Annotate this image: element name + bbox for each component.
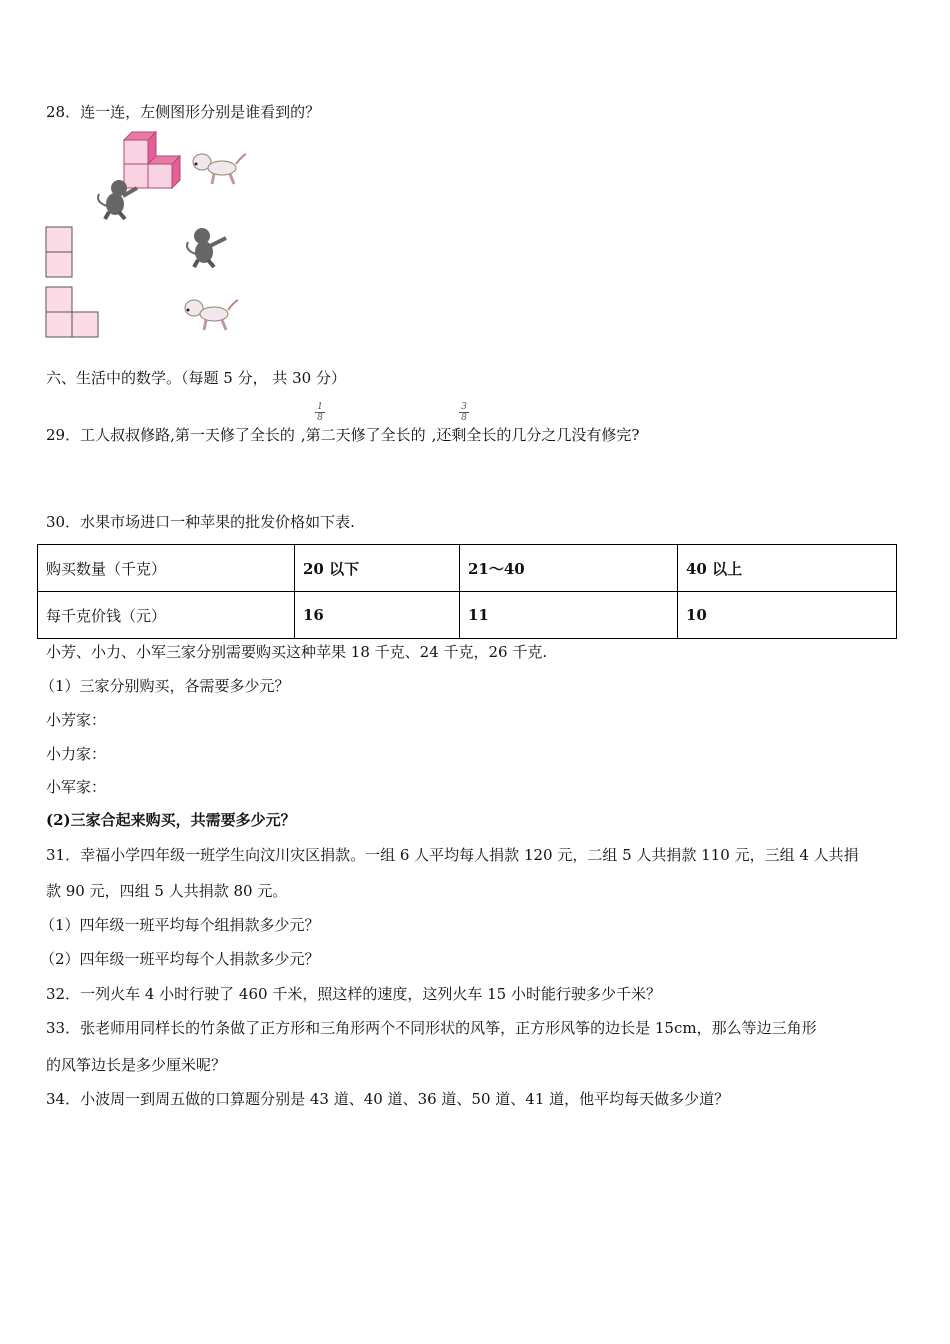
q29-text: ,第二天修了全长的 — [300, 426, 426, 444]
q30-sub2: (2)三家合起来购买，共需要多少元？ — [46, 811, 296, 829]
price-table — [37, 544, 897, 639]
monkey-icon — [182, 224, 228, 268]
q30-sub1: （1）三家分别购买，各需要多少元？ — [40, 677, 290, 695]
table-cell: 40 以上 — [678, 545, 897, 592]
question-31: 31．幸福小学四年级一班学生向汶川灾区捐款。一组 6 人平均每人捐款 120 元，二组 5 人共捐款 110 元，三组 4 人共捐 — [46, 846, 859, 864]
q31-sub1: （1）四年级一班平均每个组捐款多少元？ — [40, 916, 320, 934]
side-view-figure — [45, 286, 101, 340]
question-34: 34．小波周一到周五做的口算题分别是 43 道、40 道、36 道、50 道、41 道，他平均每天做多少道？ — [46, 1090, 730, 1108]
fraction-3-8: $\frac{3}{8}$ — [459, 402, 469, 423]
section-heading: 六、生活中的数学。（每题 5 分， 共 30 分） — [46, 369, 346, 387]
question-30: 30．水果市场进口一种苹果的批发价格如下表. — [46, 513, 355, 531]
fraction-1-8: $\frac{1}{8}$ — [315, 402, 325, 423]
q30-description: 小芳、小力、小军三家分别需要购买这种苹果 18 千克、24 千克，26 千克. — [46, 643, 548, 661]
answer-label: 小军家： — [46, 778, 107, 796]
table-cell: 20 以下 — [295, 545, 460, 592]
dog-icon — [190, 146, 248, 188]
table-cell: 每千克价钱（元） — [38, 592, 295, 639]
table-cell: 16 — [295, 592, 460, 639]
question-32: 32．一列火车 4 小时行驶了 460 千米，照这样的速度，这列火车 15 小时能行驶多少千米？ — [46, 985, 661, 1003]
question-29 — [46, 425, 639, 445]
table-cell: 10 — [678, 592, 897, 639]
front-view-figure — [45, 226, 75, 280]
table-cell: 21～40 — [460, 545, 678, 592]
monkey-icon — [93, 176, 139, 220]
question-33: 33．张老师用同样长的竹条做了正方形和三角形两个不同形状的风筝，正方形风筝的边长是 15cm，那么等边三角形 — [46, 1019, 817, 1037]
table-row — [38, 545, 897, 592]
question-33-cont: 的风筝边长是多少厘米呢？ — [46, 1056, 227, 1074]
answer-label: 小芳家： — [46, 711, 107, 729]
table-cell: 购买数量（千克） — [38, 545, 295, 592]
answer-label: 小力家： — [46, 745, 107, 763]
question-28: 28．连一连，左侧图形分别是谁看到的？ — [46, 103, 321, 121]
dog-icon — [182, 292, 240, 334]
question-31-cont: 款 90 元，四组 5 人共捐款 80 元。 — [46, 882, 288, 900]
table-cell: 11 — [460, 592, 678, 639]
q29-text: ,还剩全长的几分之几没有修完? — [431, 426, 640, 444]
q31-sub2: （2）四年级一班平均每个人捐款多少元？ — [40, 950, 320, 968]
q29-text: 29．工人叔叔修路,第一天修了全长的 — [46, 426, 295, 444]
table-row — [38, 592, 897, 639]
